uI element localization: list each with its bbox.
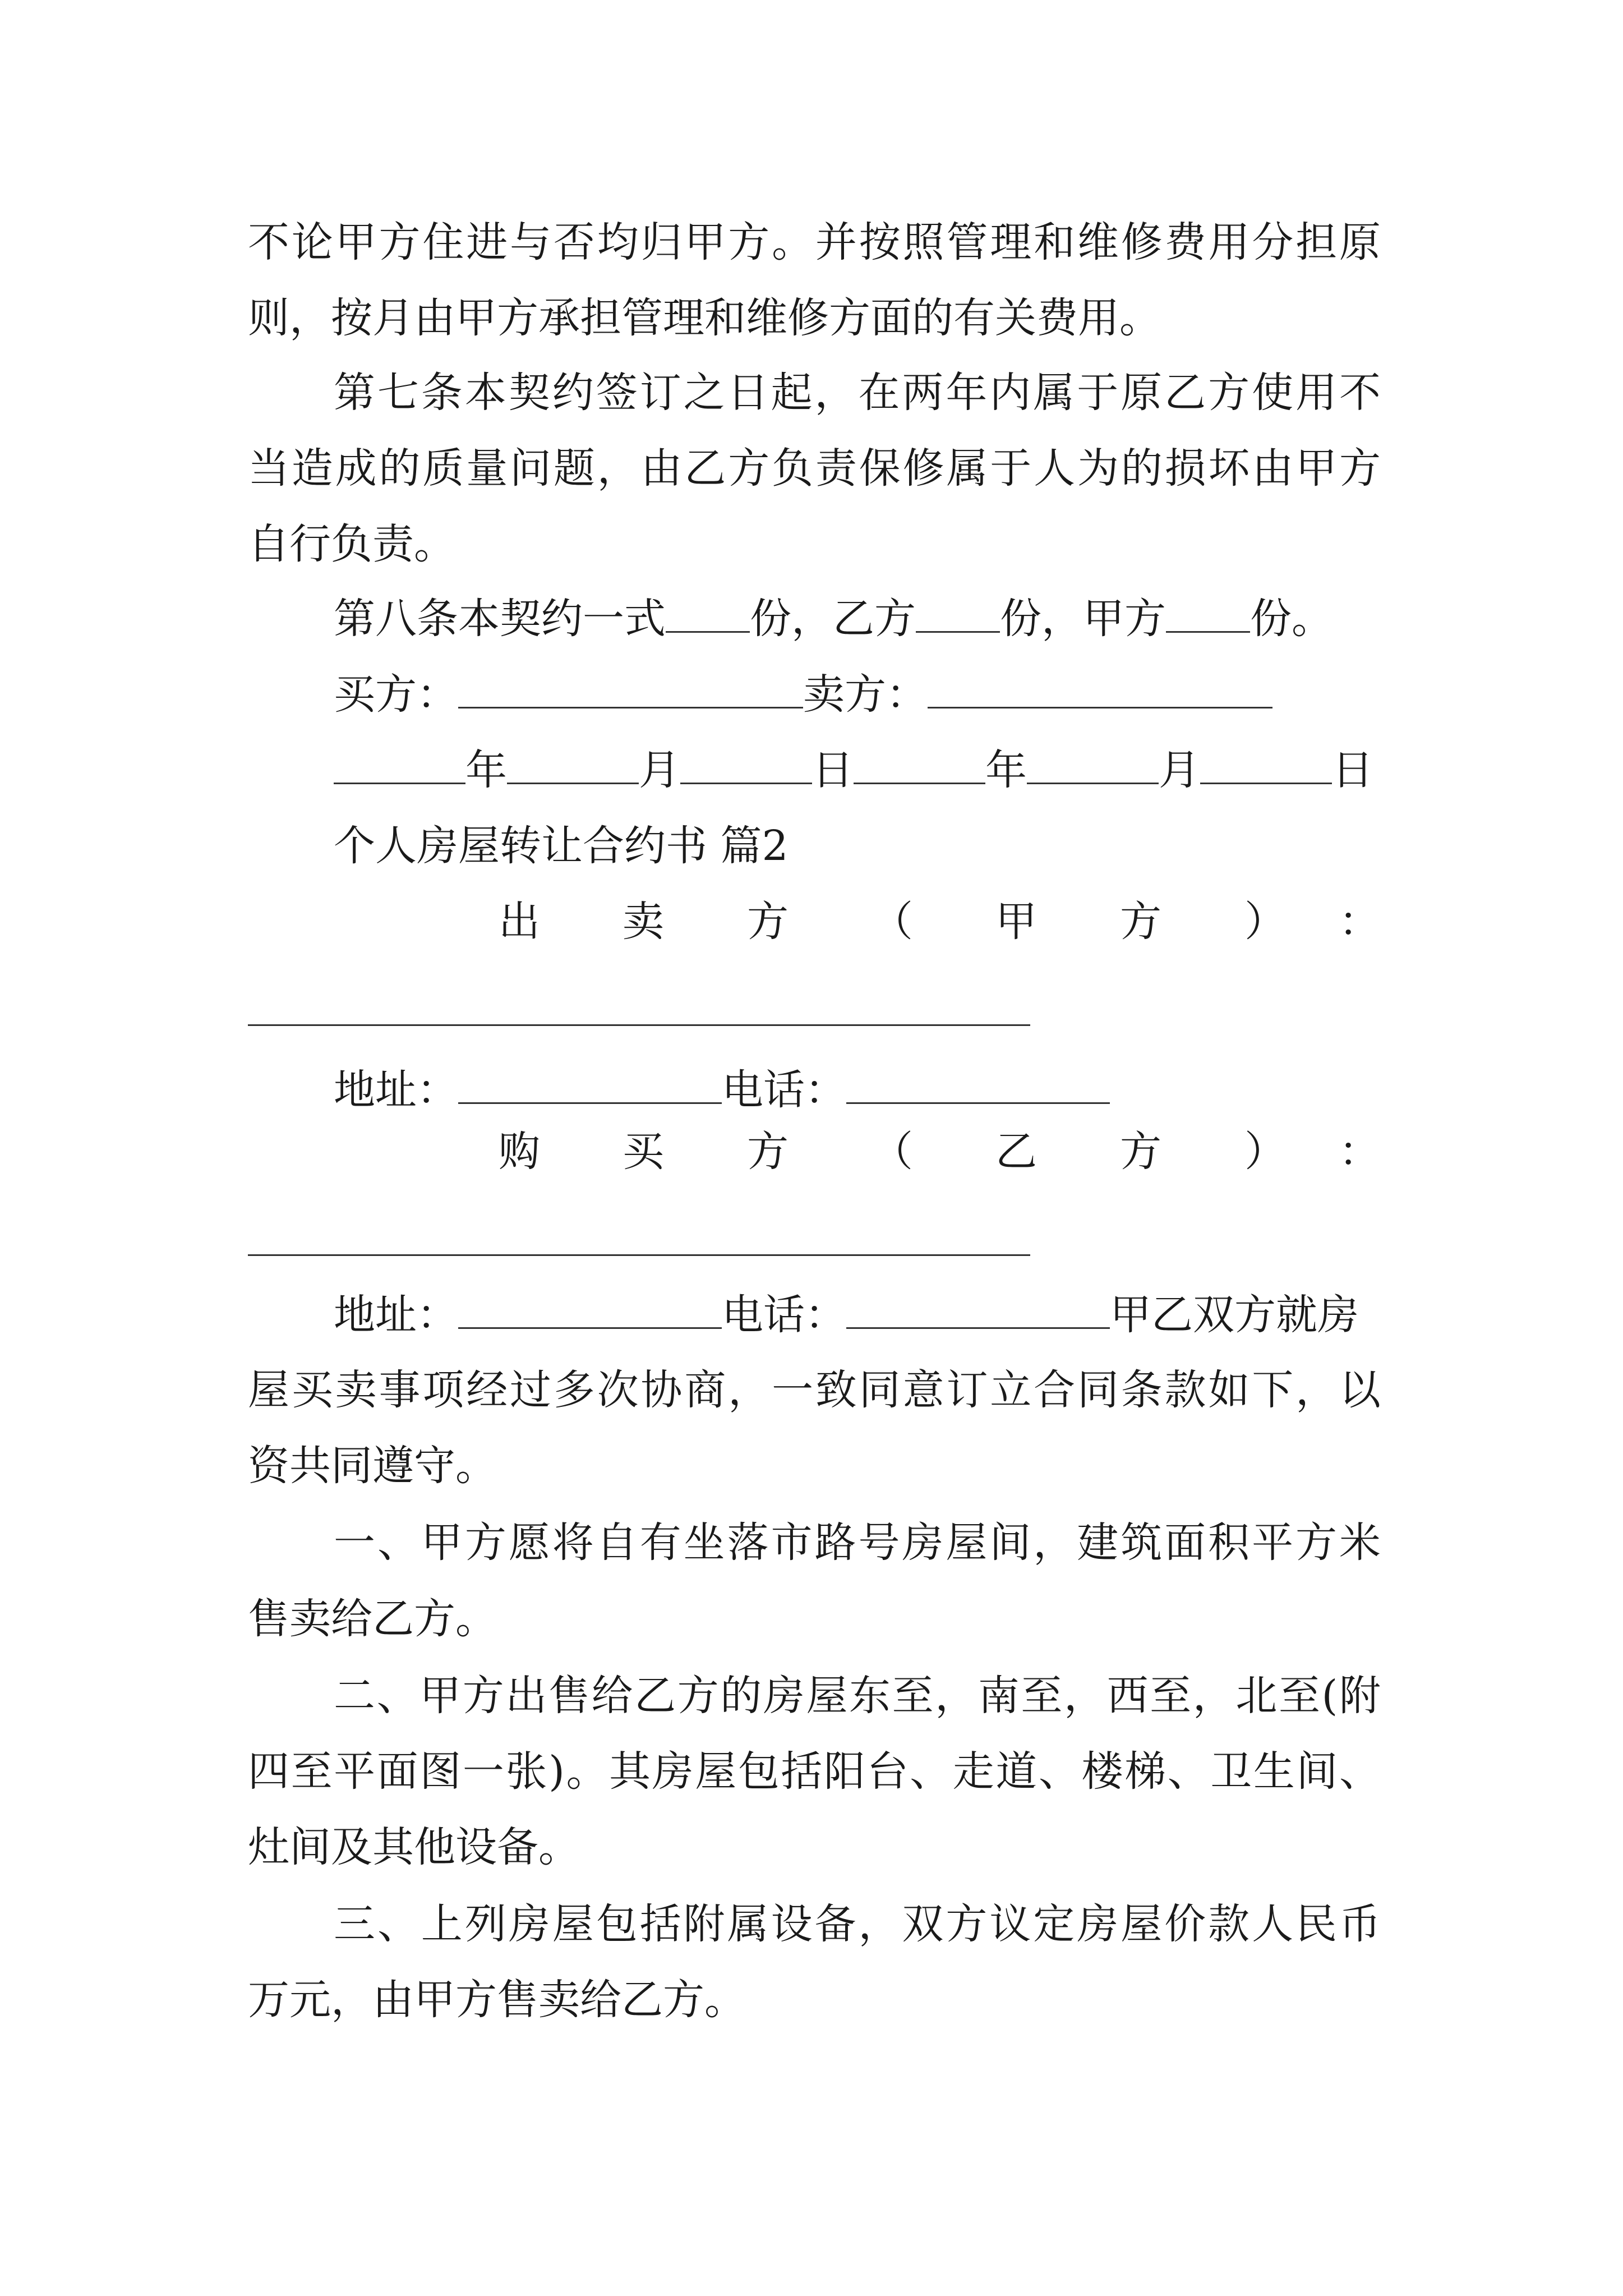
buyer-heading-char: 方 [1120,1128,1161,1176]
buyer-heading-char: ： [1339,1128,1380,1176]
buyer-contact-line [334,1287,1381,1343]
clause-3-line: 万元，由甲方售卖给乙方。 [248,1976,746,2024]
clause-2-line: 灶间及其他设备。 [248,1823,580,1871]
address-label: 地址： [334,1066,458,1114]
address-blank [458,1068,722,1104]
month-blank [507,748,639,784]
buyer-heading-char: 购 [499,1128,540,1176]
seller-heading-char: 方 [1120,898,1161,946]
article-8-text: 第八条本契约一式 [334,595,666,643]
paragraph-line: 不论甲方住进与否均归甲方。并按照管理和维修费用分担原 [248,218,1381,266]
section-title: 个人房屋转让合约书 篇2 [334,822,789,870]
article-7-line: 当造成的质量问题，由乙方负责保修属于人为的损坏由甲方 [248,444,1381,493]
buyer-heading-char: 买 [623,1128,664,1176]
buyer-heading-row [248,1124,1381,1180]
seller-contact-line [334,1062,1110,1118]
phone-blank [846,1292,1110,1329]
phone-label: 电话： [722,1066,846,1114]
day-blank [1200,748,1332,784]
seller-heading-row [248,894,1381,950]
copies-total-blank [666,596,750,633]
year-label: 年 [985,746,1027,794]
date-line [334,742,1373,798]
year-blank [334,748,465,784]
paragraph-line: 资共同遵守。 [248,1442,497,1490]
clause-1-line: 售卖给乙方。 [248,1595,497,1643]
address-blank [458,1292,722,1329]
seller-heading-char: 卖 [623,898,664,946]
clause-3-line: 三、上列房屋包括附属设备，双方议定房屋价款人民币 [334,1900,1381,1948]
month-blank [1027,748,1159,784]
contact-tail-text: 甲乙双方就房 [1110,1291,1359,1339]
clause-2-line: 四至平面图一张)。其房屋包括阳台、走道、楼梯、卫生间、 [248,1747,1381,1796]
seller-heading-char: ： [1339,898,1380,946]
year-label: 年 [465,746,507,794]
buyer-heading-char: 方 [747,1128,789,1176]
article-8-text: 份。 [1250,595,1333,643]
paragraph-line: 屋买卖事项经过多次协商，一致同意订立合同条款如下，以 [248,1366,1381,1414]
buyer-signature-blank [458,672,803,708]
clause-2-line: 二、甲方出售给乙方的房屋东至，南至，西至，北至(附 [334,1672,1381,1720]
day-label: 日 [812,746,854,794]
seller-label: 卖方： [803,670,928,719]
article-8-text: 份，乙方 [750,595,916,643]
year-blank [854,748,985,784]
seller-heading-char: 出 [499,898,540,946]
phone-blank [846,1068,1110,1104]
seller-heading-char: 甲 [995,898,1037,946]
copies-party-a-blank [1166,596,1250,633]
seller-heading-char: 方 [747,898,789,946]
phone-label: 电话： [722,1291,846,1339]
seller-name-blank [248,1024,1030,1026]
seller-signature-blank [928,672,1272,708]
buyer-name-blank [248,1254,1030,1256]
article-8-text: 份，甲方 [1000,595,1166,643]
article-7-line: 第七条本契约签订之日起，在两年内属于原乙方使用不 [334,369,1381,417]
month-label: 月 [639,746,680,794]
signature-line [334,666,1272,723]
buyer-heading-char: ） [1244,1128,1286,1176]
day-blank [680,748,812,784]
address-label: 地址： [334,1291,458,1339]
buyer-heading-char: （ [872,1128,913,1176]
buyer-label: 买方： [334,670,458,719]
month-label: 月 [1159,746,1200,794]
buyer-heading-char: 乙 [995,1128,1037,1176]
article-8-line [334,591,1333,647]
seller-heading-char: ） [1244,898,1286,946]
seller-heading-char: （ [872,898,913,946]
day-label: 日 [1332,746,1373,794]
paragraph-line: 则，按月由甲方承担管理和维修方面的有关费用。 [248,294,1161,342]
clause-1-line: 一、甲方愿将自有坐落市路号房屋间，建筑面积平方米 [334,1519,1381,1567]
copies-party-b-blank [916,596,1000,633]
article-7-line: 自行负责。 [248,520,455,568]
